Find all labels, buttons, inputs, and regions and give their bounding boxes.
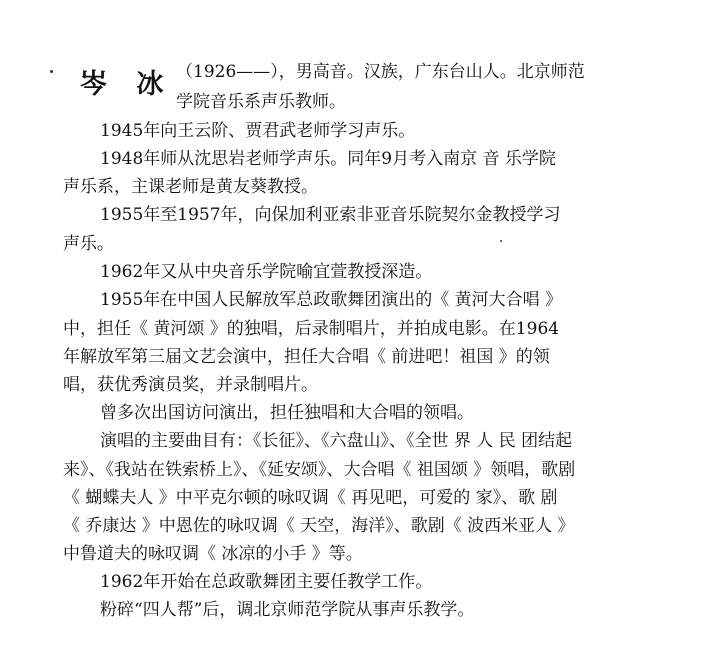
entry-text-line: 学院音乐系声乐教师。 <box>176 92 346 112</box>
entry-text-line: 年解放军第三届文艺会演中，担任大合唱《 前进吧！祖国 》的领 <box>63 347 550 367</box>
entry-text-line: 1948年师从沈思岩老师学声乐。同年9月考入南京 音 乐学院 <box>100 149 556 169</box>
scan-speck <box>50 70 53 73</box>
entry-text-line: 来》、《我站在铁索桥上》、《延安颂》、大合唱《 祖国颂 》领唱，歌剧 <box>63 460 576 480</box>
entry-text-line: （1926——），男高音。汉族，广东台山人。北京师范 <box>176 62 585 82</box>
entry-text-line: 1945年向王云阶、贾君武老师学习声乐。 <box>100 121 416 141</box>
entry-text-line: 《 蝴蝶夫人 》中平克尔顿的咏叹调《 再见吧，可爱的 家》、歌 剧 <box>63 488 558 508</box>
entry-text-line: 《 乔康达 》中恩佐的咏叹调《 天空，海洋》、歌剧《 波西米亚人 》 <box>63 516 575 536</box>
entry-text-line: 曾多次出国访问演出，担任独唱和大合唱的领唱。 <box>100 403 474 423</box>
entry-text-line: 演唱的主要曲目有：《长征》、《六盘山》、《全世 界 人 民 团结起 <box>100 431 573 451</box>
entry-text-line: 声乐。 <box>63 234 114 254</box>
entry-text-line: 唱，获优秀演员奖，并录制唱片。 <box>63 375 318 395</box>
entry-text-line: 声乐系，主课老师是黄友葵教授。 <box>63 177 318 197</box>
entry-name: 岑 冰 <box>80 69 174 100</box>
entry-text-line: 1962年开始在总政歌舞团主要任教学工作。 <box>100 572 433 592</box>
entry-text-line: 粉碎“四人帮”后，调北京师范学院从事声乐教学。 <box>100 600 475 620</box>
entry-text-line: 1955年在中国人民解放军总政歌舞团演出的《 黄河大合唱 》 <box>100 290 563 310</box>
entry-text-line: 中鲁道夫的咏叹调《 冰凉的小手 》等。 <box>63 544 363 564</box>
scan-speck <box>500 240 502 242</box>
entry-text-line: 1962年又从中央音乐学院喻宜萱教授深造。 <box>100 262 433 282</box>
entry-text-line: 1955年至1957年，向保加利亚索非亚音乐院契尔金教授学习 <box>100 205 561 225</box>
entry-text-line: 中，担任《 黄河颂 》的独唱，后录制唱片，并拍成电影。在1964 <box>63 319 560 339</box>
